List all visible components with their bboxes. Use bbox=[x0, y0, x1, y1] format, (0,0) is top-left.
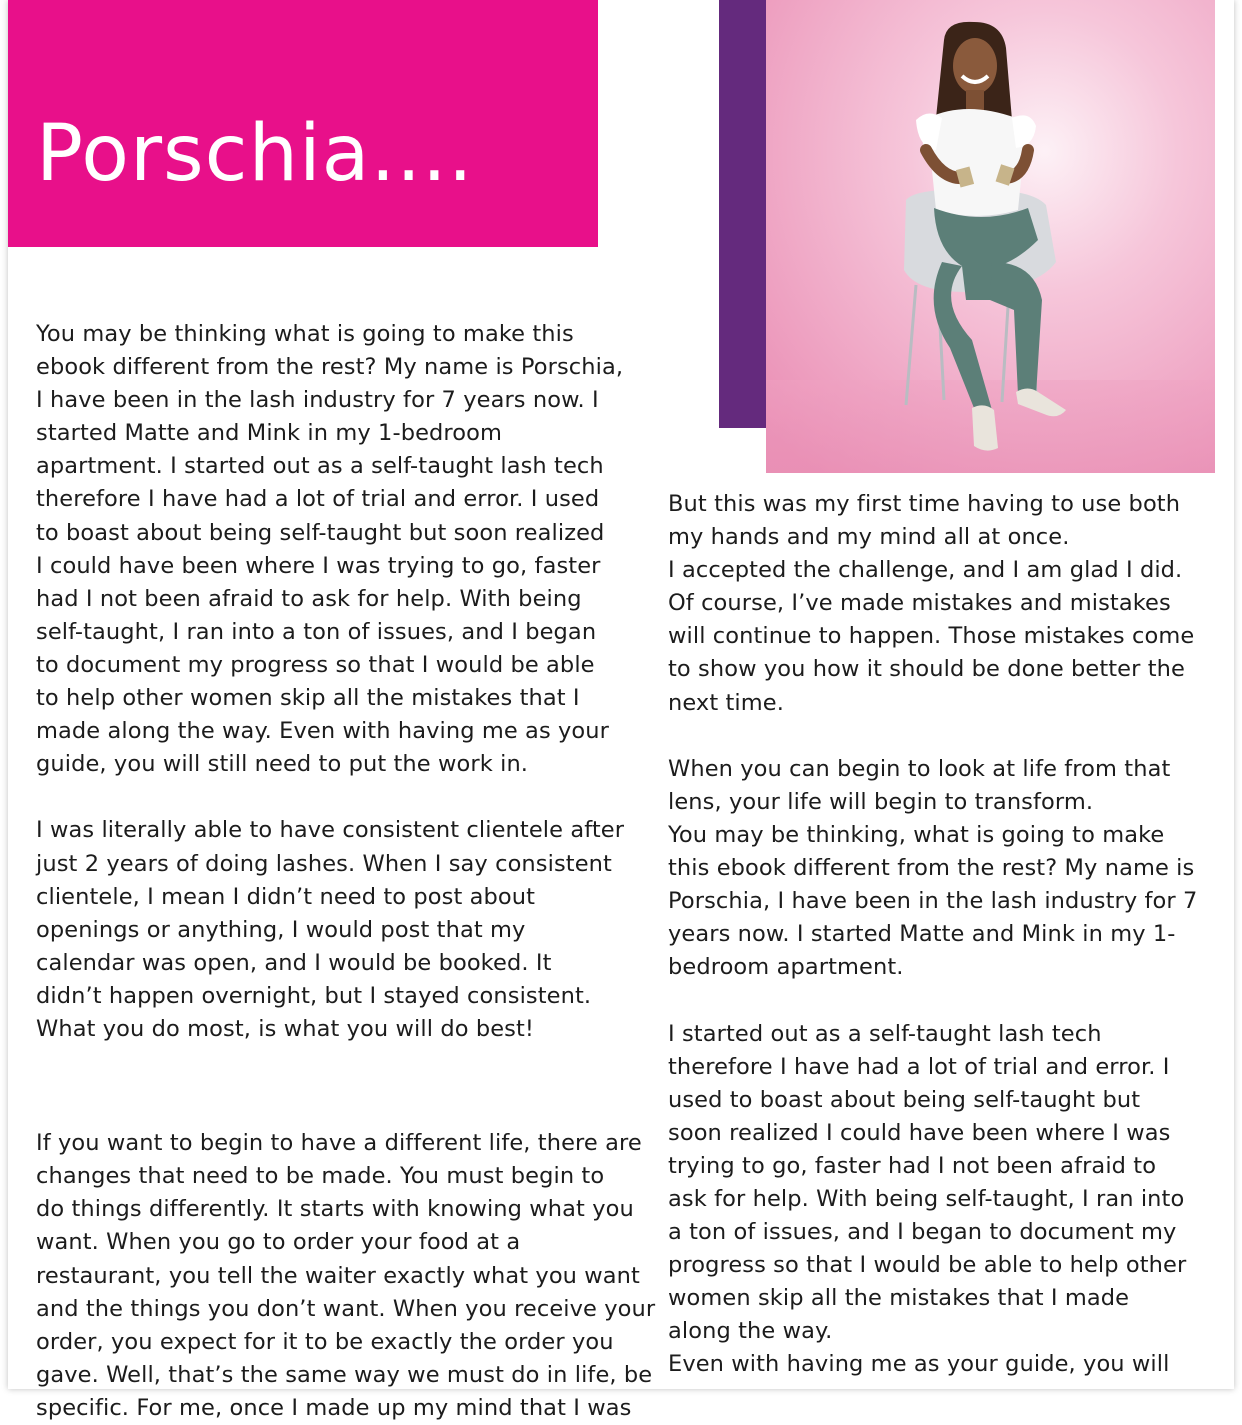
text-line: bedroom apartment. bbox=[668, 954, 904, 981]
text-line: women skip all the mistakes that I made bbox=[668, 1285, 1130, 1312]
paragraph-spacer bbox=[36, 1094, 676, 1127]
text-line: next time. bbox=[668, 689, 784, 716]
text-line: will continue to happen. Those mistakes come bbox=[668, 623, 1195, 650]
text-line: to document my progress so that I would be able bbox=[36, 651, 595, 678]
text-line: therefore I have had a lot of trial and error. I used bbox=[36, 486, 600, 513]
text-line: Of course, I’ve made mistakes and mistakes bbox=[668, 590, 1171, 617]
left-paragraph-1 bbox=[36, 318, 676, 781]
right-paragraph-2 bbox=[668, 753, 1228, 985]
text-line: progress so that I would be able to help other bbox=[668, 1252, 1187, 1279]
text-line: to help other women skip all the mistakes that I bbox=[36, 685, 580, 712]
text-line: Even with having me as your guide, you will bbox=[668, 1351, 1170, 1378]
accent-bar bbox=[719, 0, 767, 428]
text-line: I have been in the lash industry for 7 years now. I bbox=[36, 387, 599, 414]
left-paragraph-2 bbox=[36, 814, 676, 1046]
text-line: want. When you go to order your food at a bbox=[36, 1229, 521, 1256]
text-line: When you can begin to look at life from that bbox=[668, 755, 1171, 782]
text-line: I could have been where I was trying to go, faster bbox=[36, 552, 601, 579]
paragraph-spacer bbox=[36, 781, 676, 814]
text-line: self-taught, I ran into a ton of issues, and I began bbox=[36, 618, 597, 645]
text-line: to show you how it should be done better the bbox=[668, 656, 1185, 683]
text-line: calendar was open, and I would be booked. It bbox=[36, 949, 552, 976]
right-text-column bbox=[668, 488, 1228, 1382]
text-line: ebook different from the rest? My name is Porschia, bbox=[36, 354, 624, 381]
text-line: clientele, I mean I didn’t need to post about bbox=[36, 883, 536, 910]
text-line: years now. I started Matte and Mink in my 1- bbox=[668, 921, 1176, 948]
title-banner bbox=[8, 0, 598, 247]
left-paragraph-3 bbox=[36, 1127, 676, 1425]
text-line: You may be thinking what is going to make this bbox=[36, 321, 574, 347]
text-line: guide, you will still need to put the work in. bbox=[36, 751, 529, 778]
page-title: Porschia.... bbox=[36, 109, 474, 199]
ebook-page bbox=[8, 0, 1234, 1421]
text-line: lens, your life will begin to transform. bbox=[668, 788, 1094, 815]
text-line: soon realized I could have been where I was bbox=[668, 1119, 1171, 1146]
left-text-column bbox=[36, 318, 676, 1425]
text-line: restaurant, you tell the waiter exactly what you want bbox=[36, 1262, 640, 1289]
text-line: order, you expect for it to be exactly the order you bbox=[36, 1328, 614, 1355]
paragraph-spacer bbox=[668, 984, 1228, 1017]
text-line: just 2 years of doing lashes. When I say consistent bbox=[36, 850, 612, 877]
text-line: made along the way. Even with having me as your bbox=[36, 718, 610, 745]
text-line: specific. For me, once I made up my mind that I was bbox=[36, 1394, 632, 1421]
text-line: gave. Well, that’s the same way we must do in life, be bbox=[36, 1361, 653, 1388]
paragraph-spacer bbox=[668, 720, 1228, 753]
text-line: therefore I have had a lot of trial and error. I bbox=[668, 1053, 1170, 1080]
text-line: my hands and my mind all at once. bbox=[668, 524, 1070, 551]
text-line: a ton of issues, and I began to document my bbox=[668, 1219, 1177, 1246]
right-paragraph-1 bbox=[668, 488, 1228, 720]
text-line: this ebook different from the rest? My name is bbox=[668, 855, 1195, 882]
portrait-photo bbox=[766, 0, 1215, 473]
paragraph-spacer bbox=[36, 1046, 676, 1094]
text-line: do things differently. It starts with knowing what you bbox=[36, 1196, 634, 1223]
text-line: What you do most, is what you will do best! bbox=[36, 1015, 535, 1042]
text-line: I started out as a self-taught lash tech bbox=[668, 1020, 1102, 1047]
text-line: used to boast about being self-taught but bbox=[668, 1086, 1141, 1113]
text-line: ask for help. With being self-taught, I ran into bbox=[668, 1185, 1185, 1212]
text-line: along the way. bbox=[668, 1318, 833, 1345]
text-line: If you want to begin to have a different life, there are bbox=[36, 1130, 642, 1157]
text-line: Porschia, I have been in the lash industry for 7 bbox=[668, 888, 1198, 915]
text-line: You may be thinking, what is going to make bbox=[668, 821, 1165, 848]
text-line: to boast about being self-taught but soon realized bbox=[36, 519, 605, 546]
text-line: openings or anything, I would post that my bbox=[36, 916, 526, 943]
text-line: changes that need to be made. You must begin to bbox=[36, 1163, 605, 1190]
text-line: apartment. I started out as a self-taught lash tech bbox=[36, 453, 604, 480]
text-line: I accepted the challenge, and I am glad I did. bbox=[668, 557, 1183, 584]
text-line: But this was my first time having to use both bbox=[668, 491, 1181, 517]
text-line: trying to go, faster had I not been afraid to bbox=[668, 1152, 1157, 1179]
portrait-illustration bbox=[766, 0, 1215, 473]
text-line: started Matte and Mink in my 1-bedroom bbox=[36, 420, 503, 447]
text-line: I was literally able to have consistent clientele after bbox=[36, 817, 625, 844]
text-line: and the things you don’t want. When you receive your bbox=[36, 1295, 656, 1322]
text-line: didn’t happen overnight, but I stayed consistent. bbox=[36, 982, 592, 1009]
text-line: had I not been afraid to ask for help. With being bbox=[36, 585, 582, 612]
right-paragraph-3 bbox=[668, 1018, 1228, 1382]
